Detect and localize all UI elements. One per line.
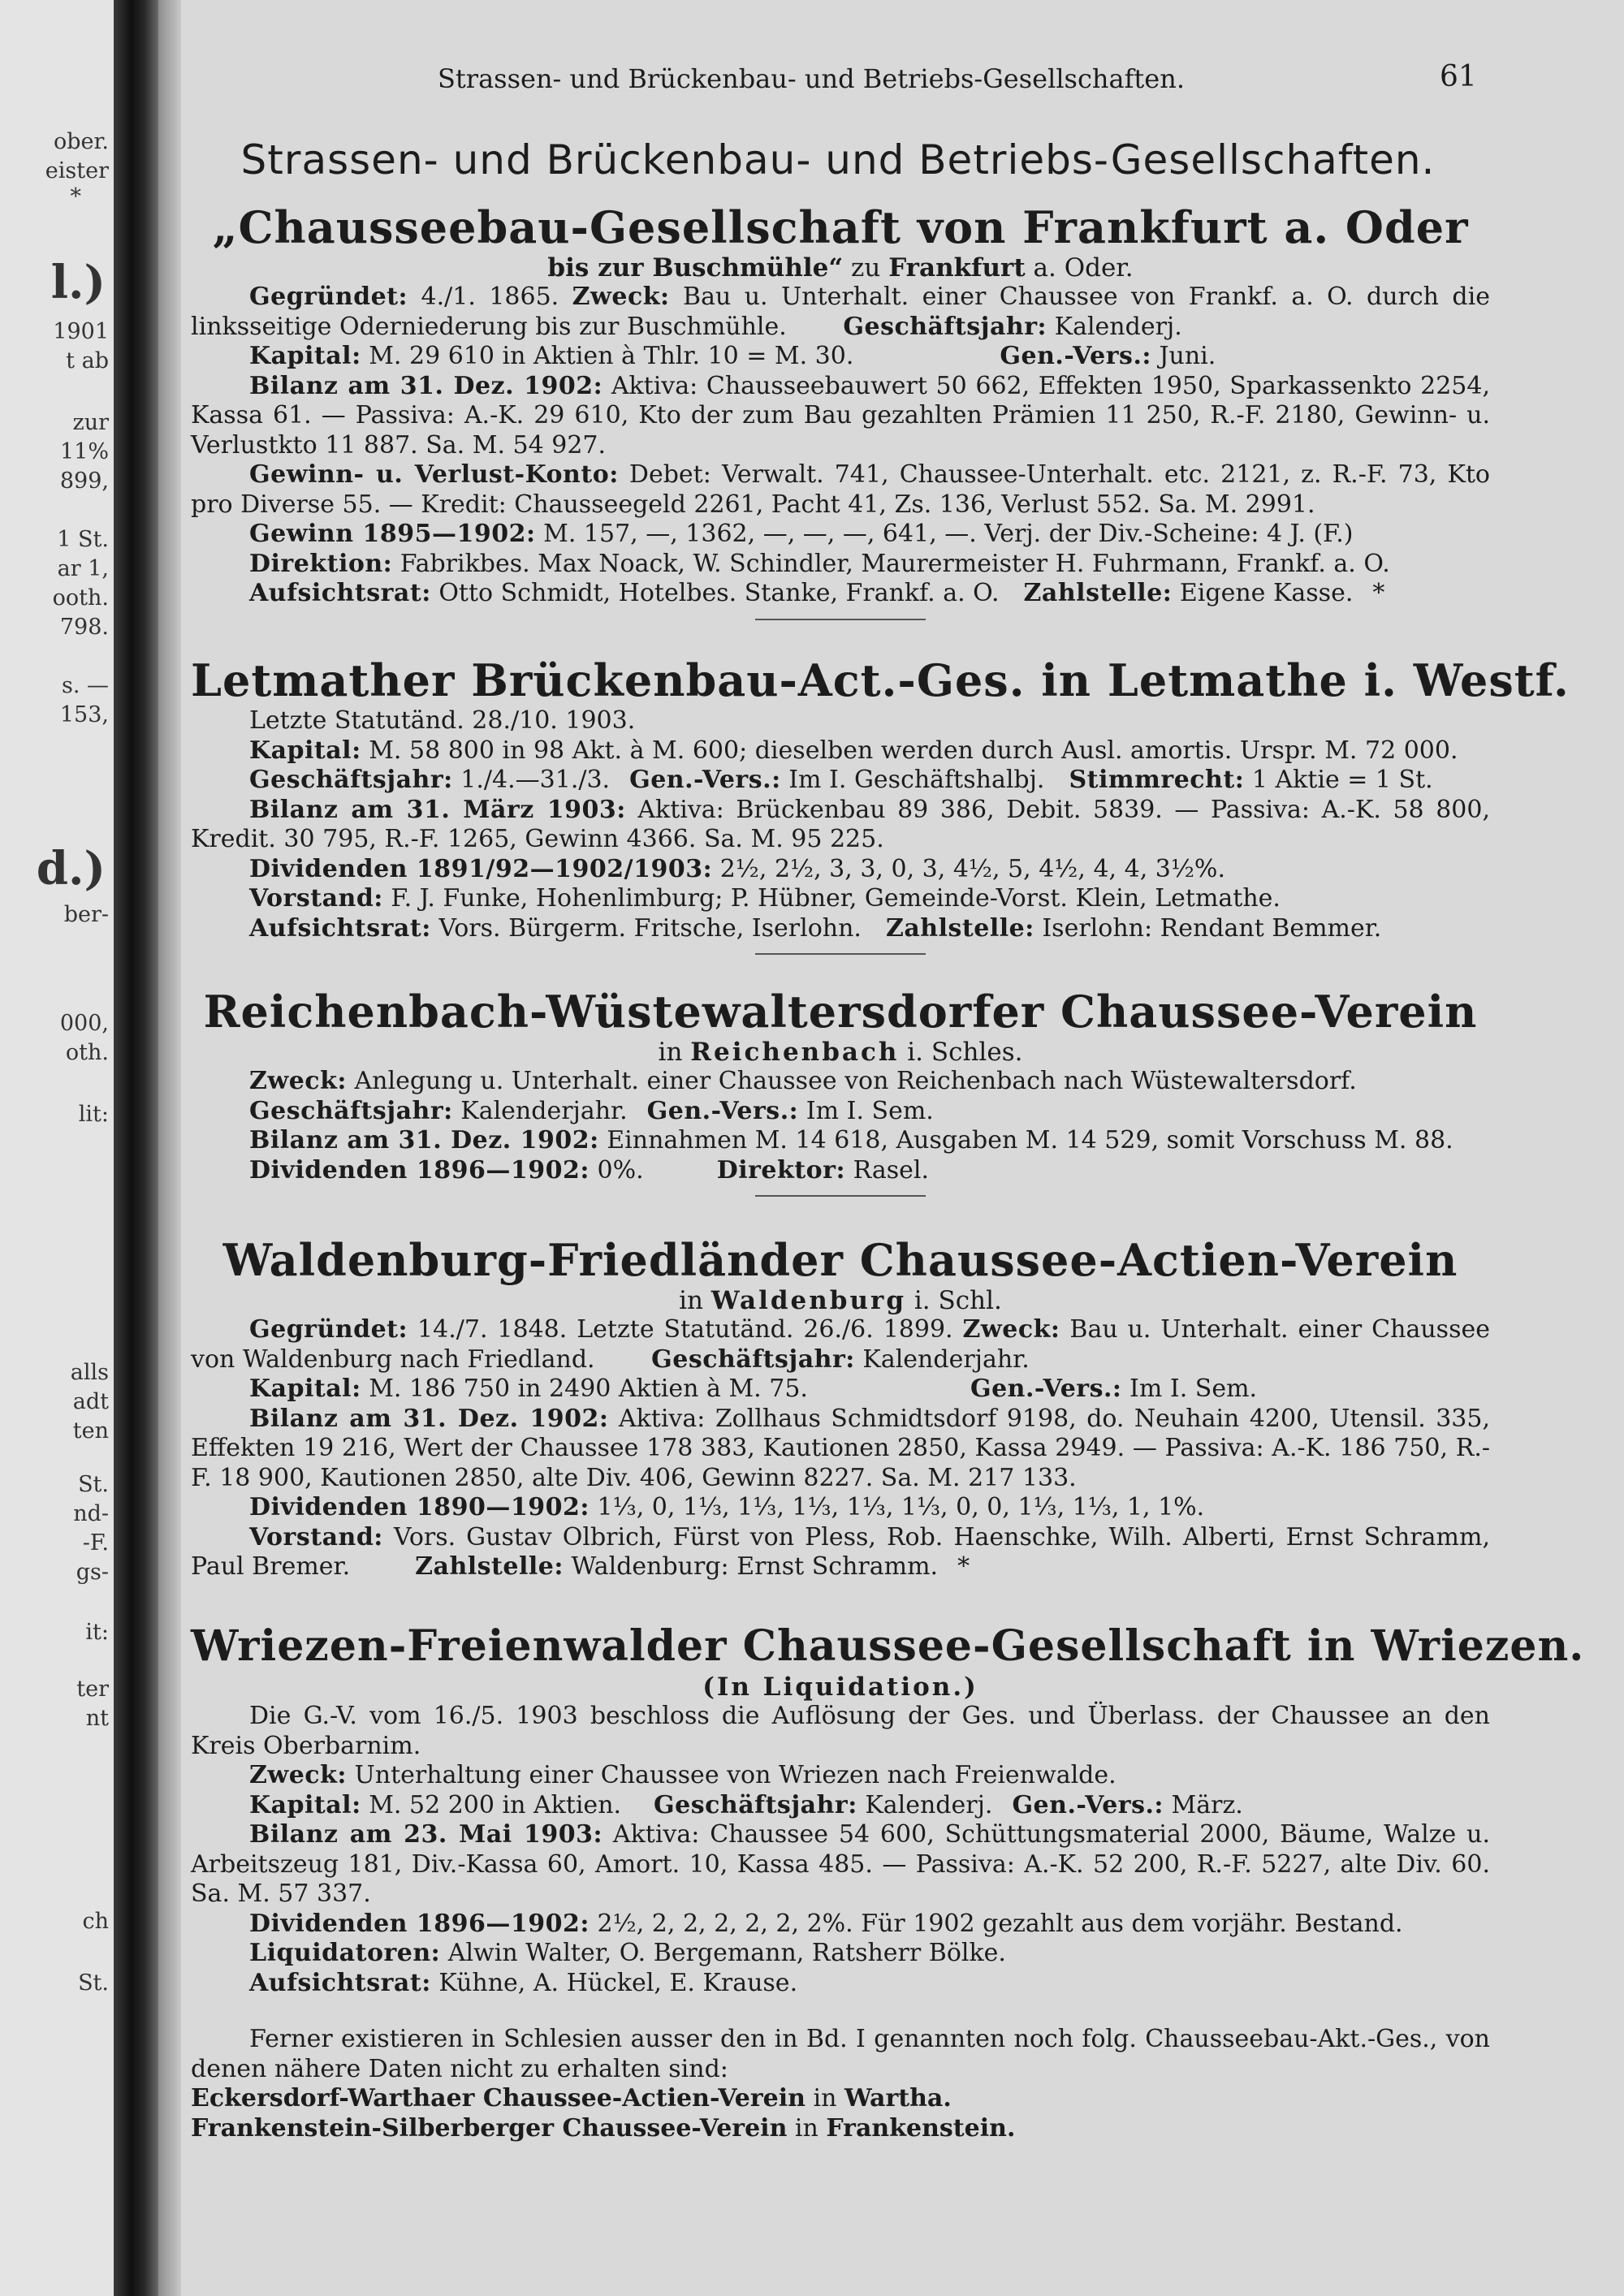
value-bilanz: Aktiva: Zollhaus Schmidtsdorf 9198, do. Neuhain 4200, Utensil. 335, Effekten 19 216, Wert der Chaussee 178 383, Kautionen 2850, Kassa 2949. — Passiva: A.-K. 186 750, R.-F. 18 900, Kautionen 2850, alte Div. 406, Gewinn 8227. Sa. M. 217 133. <box>191 1404 1490 1492</box>
footer-item <box>191 2084 1490 2114</box>
left-fragment: lit: <box>78 1102 109 1127</box>
entry-title: „Chausseebau-Gesellschaft von Frankfurt a. Oder <box>212 201 1469 253</box>
entry-subtitle <box>191 1286 1490 1315</box>
entry-line <box>191 1791 1490 1821</box>
label-zweck: Zweck: <box>962 1315 1060 1344</box>
value-gegruendet: 14./7. 1848. Letzte Statutänd. 26./6. 1899. <box>408 1315 953 1344</box>
left-fragment: eister <box>45 158 109 183</box>
value-kapital: M. 58 800 in 98 Akt. à M. 600; dieselben werden durch Ausl. amortis. Urspr. M. 72 000. <box>361 736 1458 765</box>
value-gewinn: M. 157, —, 1362, —, —, —, 641, —. Verj. der Div.-Scheine: 4 J. (F.) <box>535 520 1354 548</box>
entry-paragraph <box>191 884 1490 914</box>
entry-waldenburg-chaussee <box>191 1234 1490 1582</box>
value-zweck: Unterhaltung einer Chaussee von Wriezen nach Freienwalde. <box>346 1761 1116 1789</box>
label-gewinn: Gewinn 1895—1902: <box>249 520 536 548</box>
left-fragment: 1901 <box>53 319 109 344</box>
value-gen-vers: Im I. Geschäftshalbj. <box>780 766 1045 794</box>
entry-subtitle <box>191 253 1490 283</box>
value-zahlstelle: Eigene Kasse. <box>1172 579 1354 607</box>
page-gutter <box>158 0 181 2296</box>
value-dividenden: 2½, 2½, 3, 3, 0, 3, 4½, 5, 4½, 4, 4, 3½%. <box>712 854 1225 883</box>
label-zahlstelle: Zahlstelle: <box>415 1552 564 1581</box>
label-direktion: Direktion: <box>249 549 393 578</box>
left-fragment: ter <box>76 1677 109 1702</box>
label-gen-vers: Gen.-Vers.: <box>646 1096 799 1125</box>
entry-line <box>191 1375 1490 1405</box>
separator-rule <box>755 619 926 620</box>
left-fragment: 11% <box>59 439 109 464</box>
value-dividenden: 2½, 2, 2, 2, 2, 2, 2%. Für 1902 gezahlt aus dem vorjähr. Bestand. <box>590 1909 1403 1938</box>
value-kapital: M. 186 750 in 2490 Aktien à M. 75. <box>361 1375 808 1403</box>
value-aufsichtsrat: Kühne, A. Hückel, E. Krause. <box>430 1968 798 1997</box>
entry-line <box>191 914 1490 944</box>
label-geschaeftsjahr: Geschäftsjahr: <box>249 1096 453 1125</box>
entry-paragraph <box>191 460 1490 520</box>
label-dividenden: Dividenden 1896—1902: <box>249 1155 590 1185</box>
left-fragment: 1 St. <box>57 527 109 552</box>
book-binding <box>114 0 158 2296</box>
value-zweck-cont: die linksseitige Oderniederung bis zur Buschmühle. <box>191 283 1490 341</box>
value-bilanz: Aktiva: Brückenbau 89 386, Debit. 5839. — Passiva: A.-K. 58 800, Kredit. 30 795, R.-F. 1265, Gewinn 4366. Sa. M. 95 225. <box>191 795 1490 853</box>
left-fragment: t ab <box>66 348 109 373</box>
value-stimmrecht: 1 Aktie = 1 St. <box>1244 766 1433 794</box>
label-direktor: Direktor: <box>716 1155 846 1185</box>
value-geschaeftsjahr: Kalenderjahr. <box>854 1344 1030 1374</box>
subtitle-city: Reichenbach <box>690 1038 900 1067</box>
label-dividenden: Dividenden 1896—1902: <box>249 1909 590 1938</box>
subtitle-bold: bis zur Buschmühle“ <box>547 253 844 283</box>
label-zweck: Zweck: <box>249 1761 347 1789</box>
label-stimmrecht: Stimmrecht: <box>1069 766 1245 794</box>
left-fragment: nd- <box>73 1501 109 1526</box>
left-fragment: d.) <box>36 842 106 896</box>
label-gen-vers: Gen.-Vers.: <box>1012 1790 1164 1819</box>
left-fragment: 153, <box>59 702 109 727</box>
entry-line <box>191 1493 1490 1523</box>
label-kapital: Kapital: <box>249 736 361 765</box>
label-dividenden: Dividenden 1891/92—1902/1903: <box>249 854 713 883</box>
label-gen-vers: Gen.-Vers.: <box>629 766 781 794</box>
footnote-star: * <box>957 1552 970 1581</box>
page-number: 61 <box>1440 60 1477 93</box>
left-fragment: St. <box>78 1472 109 1497</box>
entry-line <box>191 1156 1490 1186</box>
label-vorstand: Vorstand: <box>249 1522 383 1552</box>
left-fragment: St. <box>78 1970 109 1996</box>
left-fragment: it: <box>85 1620 109 1645</box>
label-kapital: Kapital: <box>249 1790 361 1819</box>
entry-paragraph <box>191 1067 1490 1097</box>
value-gen-vers: Juni. <box>1151 342 1216 370</box>
label-gen-vers: Gen.-Vers.: <box>970 1375 1122 1403</box>
value-zahlstelle: Waldenburg: Ernst Schramm. <box>563 1552 939 1581</box>
page <box>181 0 1624 2296</box>
value-bilanz: Aktiva: Chaussee 54 600, Schüttungsmaterial 2000, Bäume, Walze u. Arbeitszeug 181, Div.-Kassa 60, Amort. 10, Kassa 485. — Passiva: A.-K. 52 200, R.-F. 5227, alte Div. 60. Sa. M. 57 337. <box>191 1820 1490 1908</box>
subtitle-pre: in <box>658 1038 691 1067</box>
label-aufsichtsrat: Aufsichtsrat: <box>249 1968 431 1997</box>
entry-paragraph <box>191 1315 1490 1375</box>
label-geschaeftsjahr: Geschäftsjahr: <box>651 1344 855 1374</box>
entry-paragraph <box>191 1820 1490 1910</box>
value-vorstand: Vors. Gustav Olbrich, Fürst von Pless, Rob. Haenschke, Wilh. Alberti, Ernst Schramm, Paul Bremer. <box>191 1522 1490 1581</box>
value-aufsichtsrat: Vors. Bürgerm. Fritsche, Iserlohn. <box>430 913 862 943</box>
label-geschaeftsjahr: Geschäftsjahr: <box>654 1790 857 1819</box>
entry-reichenbach-chaussee <box>191 986 1490 1210</box>
left-fragment: ten <box>72 1418 109 1444</box>
footer-note: Ferner existieren in Schlesien ausser den in Bd. I genannten noch folg. Chausseebau-Akt.-Ges., von denen nähere Daten nicht zu erhalten sind: <box>191 2025 1490 2083</box>
label-kapital: Kapital: <box>249 342 361 370</box>
entry-paragraph <box>191 372 1490 461</box>
label-bilanz: Bilanz am 31. März 1903: <box>249 795 626 824</box>
label-bilanz: Bilanz am 23. Mai 1903: <box>249 1820 603 1849</box>
label-geschaeftsjahr: Geschäftsjahr: <box>843 312 1047 341</box>
value-dividenden: 1⅓, 0, 1⅓, 1⅓, 1⅓, 1⅓, 1⅓, 0, 0, 1⅓, 1⅓, 1, 1%. <box>590 1493 1205 1521</box>
left-fragment: adt <box>72 1389 109 1414</box>
value-gen-vers: Im I. Sem. <box>798 1096 934 1125</box>
footer-item-in: in <box>787 2113 827 2143</box>
subtitle-pre: in <box>679 1286 711 1315</box>
footer-item <box>191 2114 1490 2144</box>
footer-note-block <box>191 2025 1490 2143</box>
label-zweck: Zweck: <box>572 283 670 311</box>
label-geschaeftsjahr: Geschäftsjahr: <box>249 766 453 794</box>
label-guv: Gewinn- u. Verlust-Konto: <box>249 460 619 489</box>
left-fragment: * <box>70 184 81 209</box>
value-geschaeftsjahr: Kalenderj. <box>1047 312 1182 341</box>
running-head: Strassen- und Brückenbau- und Betriebs-Gesellschaften. <box>438 63 1185 94</box>
left-fragment: 000, <box>59 1011 109 1036</box>
entry-line <box>191 1939 1490 1969</box>
label-gegruendet: Gegründet: <box>249 283 408 311</box>
entry-line <box>191 1969 1490 1999</box>
value-zweck: Bau u. Unterhalt. einer Chaussee von Frankf. a. O. durch <box>669 283 1439 311</box>
entry-title: Reichenbach-Wüstewaltersdorfer Chaussee-Verein <box>203 986 1478 1038</box>
footer-item-city: Wartha. <box>844 2084 952 2113</box>
value-kapital: M. 52 200 in Aktien. <box>361 1790 622 1819</box>
label-kapital: Kapital: <box>249 1375 361 1403</box>
separator-rule <box>755 953 926 955</box>
left-fragment: ch <box>82 1909 109 1934</box>
value-kapital: M. 29 610 in Aktien à Thlr. 10 = M. 30. <box>361 342 854 370</box>
entry-line <box>191 579 1490 609</box>
label-bilanz: Bilanz am 31. Dez. 1902: <box>249 1126 599 1154</box>
left-fragment: gs- <box>76 1560 109 1585</box>
left-fragment: oth. <box>65 1040 109 1065</box>
left-fragment: ar 1, <box>57 556 109 581</box>
subtitle-city: Waldenburg <box>710 1286 907 1315</box>
label-bilanz: Bilanz am 31. Dez. 1902: <box>249 1404 609 1433</box>
subtitle-rest: i. Schles. <box>899 1038 1023 1067</box>
value-gen-vers: Im I. Sem. <box>1121 1375 1258 1403</box>
entry-subtitle <box>191 1038 1490 1067</box>
left-fragment: zur <box>72 410 109 435</box>
value-zahlstelle: Iserlohn: Rendant Bemmer. <box>1034 913 1382 943</box>
entry-title: Wriezen-Freienwalder Chaussee-Gesellschaft in Wriezen. <box>191 1621 1585 1671</box>
value-dividenden: 0%. <box>590 1155 644 1185</box>
footnote-star: * <box>1372 579 1385 607</box>
footer-item-name: Eckersdorf-Warthaer Chaussee-Actien-Verein <box>191 2084 806 2113</box>
entry-paragraph <box>191 1910 1490 1940</box>
value-geschaeftsjahr: Kalenderj. <box>857 1790 993 1819</box>
footer-item-name: Frankenstein-Silberberger Chaussee-Verein <box>191 2113 788 2143</box>
value-zweck: Anlegung u. Unterhalt. einer Chaussee von Reichenbach nach Wüstewaltersdorf. <box>346 1067 1357 1095</box>
entry-line <box>191 766 1490 796</box>
subtitle-rest: i. Schl. <box>906 1286 1002 1315</box>
entry-line <box>191 855 1490 885</box>
liquidation-note: (In Liquidation.) <box>702 1672 978 1702</box>
entry-paragraph <box>191 796 1490 855</box>
label-liquidatoren: Liquidatoren: <box>249 1939 441 1967</box>
value-direktion: Fabrikbes. Max Noack, W. Schindler, Maurermeister H. Fuhrmann, Frankf. a. O. <box>392 549 1390 578</box>
label-zahlstelle: Zahlstelle: <box>1023 579 1173 607</box>
label-dividenden: Dividenden 1890—1902: <box>249 1493 590 1521</box>
left-fragment: 798. <box>59 615 109 640</box>
entry-line: Letzte Statutänd. 28./10. 1903. <box>249 706 636 735</box>
label-gen-vers: Gen.-Vers.: <box>1000 342 1151 370</box>
left-fragment: nt <box>85 1706 109 1731</box>
entry-chausseebau-frankfurt <box>191 201 1490 633</box>
value-direktor: Rasel. <box>845 1155 930 1185</box>
left-fragment: ober. <box>53 129 109 154</box>
entry-paragraph <box>191 1405 1490 1494</box>
value-geschaeftsjahr: Kalenderjahr. <box>452 1096 628 1125</box>
value-zweck: Bau u. Unterhalt. einer Chaussee von Waldenburg nach Friedland. <box>191 1315 1490 1374</box>
value-gegruendet: 4./1. 1865. <box>408 283 572 311</box>
left-page-strip <box>0 0 114 2296</box>
value-bilanz: Einnahmen M. 14 618, Ausgaben M. 14 529, somit Vorschuss M. 88. <box>598 1126 1453 1154</box>
value-guv: Debet: Verwalt. 741, Chaussee-Unterhalt. etc. 2121, z. R.-F. 73, Kto pro Diverse 55. — Kredit: Chausseegeld 2261, Pacht 41, Zs. 136, Verlust 552. Sa. M. 2991. <box>191 460 1490 519</box>
value-gen-vers: März. <box>1164 1790 1243 1819</box>
value-liquidatoren: Alwin Walter, O. Bergemann, Ratsherr Bölke. <box>440 1939 1006 1967</box>
separator-rule <box>755 1195 926 1197</box>
subtitle-city: Frankfurt <box>888 253 1026 283</box>
left-fragment: s. — <box>61 673 109 698</box>
entry-paragraph <box>191 1523 1490 1582</box>
entry-paragraph <box>191 550 1490 580</box>
value-vorstand: F. J. Funke, Hohenlimburg; P. Hübner, Gemeinde-Vorst. Klein, Letmathe. <box>382 884 1281 913</box>
left-fragment: ooth. <box>52 585 109 611</box>
entry-paragraph <box>191 1761 1490 1791</box>
left-fragment: 899, <box>59 468 109 494</box>
left-fragment: -F. <box>82 1530 109 1556</box>
entry-paragraph <box>191 736 1490 766</box>
label-bilanz: Bilanz am 31. Dez. 1902: <box>249 371 603 400</box>
entry-title: Waldenburg-Friedländer Chaussee-Actien-Verein <box>222 1234 1458 1286</box>
value-aufsichtsrat: Otto Schmidt, Hotelbes. Stanke, Frankf. a. O. <box>430 579 1000 607</box>
entry-title: Letmather Brückenbau-Act.-Ges. in Letmathe i. Westf. <box>191 654 1570 706</box>
left-fragment: l.) <box>50 256 106 309</box>
section-title: Strassen- und Brückenbau- und Betriebs-Gesellschaften. <box>240 136 1436 183</box>
entry-line <box>191 1097 1490 1127</box>
entry-wriezen-chaussee <box>191 1621 1585 1998</box>
label-zweck: Zweck: <box>249 1067 347 1095</box>
value-geschaeftsjahr: 1./4.—31./3. <box>452 766 611 794</box>
entry-line <box>191 342 1490 372</box>
subtitle-rest: a. Oder. <box>1025 253 1134 283</box>
label-zahlstelle: Zahlstelle: <box>885 913 1034 943</box>
subtitle-mid: zu <box>843 253 889 283</box>
label-vorstand: Vorstand: <box>249 884 383 913</box>
label-aufsichtsrat: Aufsichtsrat: <box>249 579 431 607</box>
label-gegruendet: Gegründet: <box>249 1315 408 1344</box>
entry-letmather-brueckenbau <box>191 654 1570 968</box>
left-fragment: alls <box>70 1360 109 1385</box>
entry-paragraph <box>191 520 1490 550</box>
footer-item-in: in <box>805 2084 844 2113</box>
entry-paragraph <box>191 283 1490 342</box>
entry-paragraph: Die G.-V. vom 16./5. 1903 beschloss die Auflösung der Ges. und Überlass. der Chaussee an den Kreis Oberbarnim. <box>191 1702 1490 1760</box>
value-bilanz: Aktiva: Chausseebauwert 50 662, Effekten 1950, Sparkassenkto 2254, Kassa 61. — Passiva: A.-K. 29 610, Kto der zum Bau gezahlten Prämien 11 250, R.-F. 2180, Gewinn- u. Verlustkto 11 887. Sa. M. 54 927. <box>191 371 1490 460</box>
entry-paragraph <box>191 1126 1490 1156</box>
left-fragment: ber- <box>63 902 109 927</box>
footer-item-city: Frankenstein. <box>826 2113 1016 2143</box>
label-aufsichtsrat: Aufsichtsrat: <box>249 913 431 943</box>
